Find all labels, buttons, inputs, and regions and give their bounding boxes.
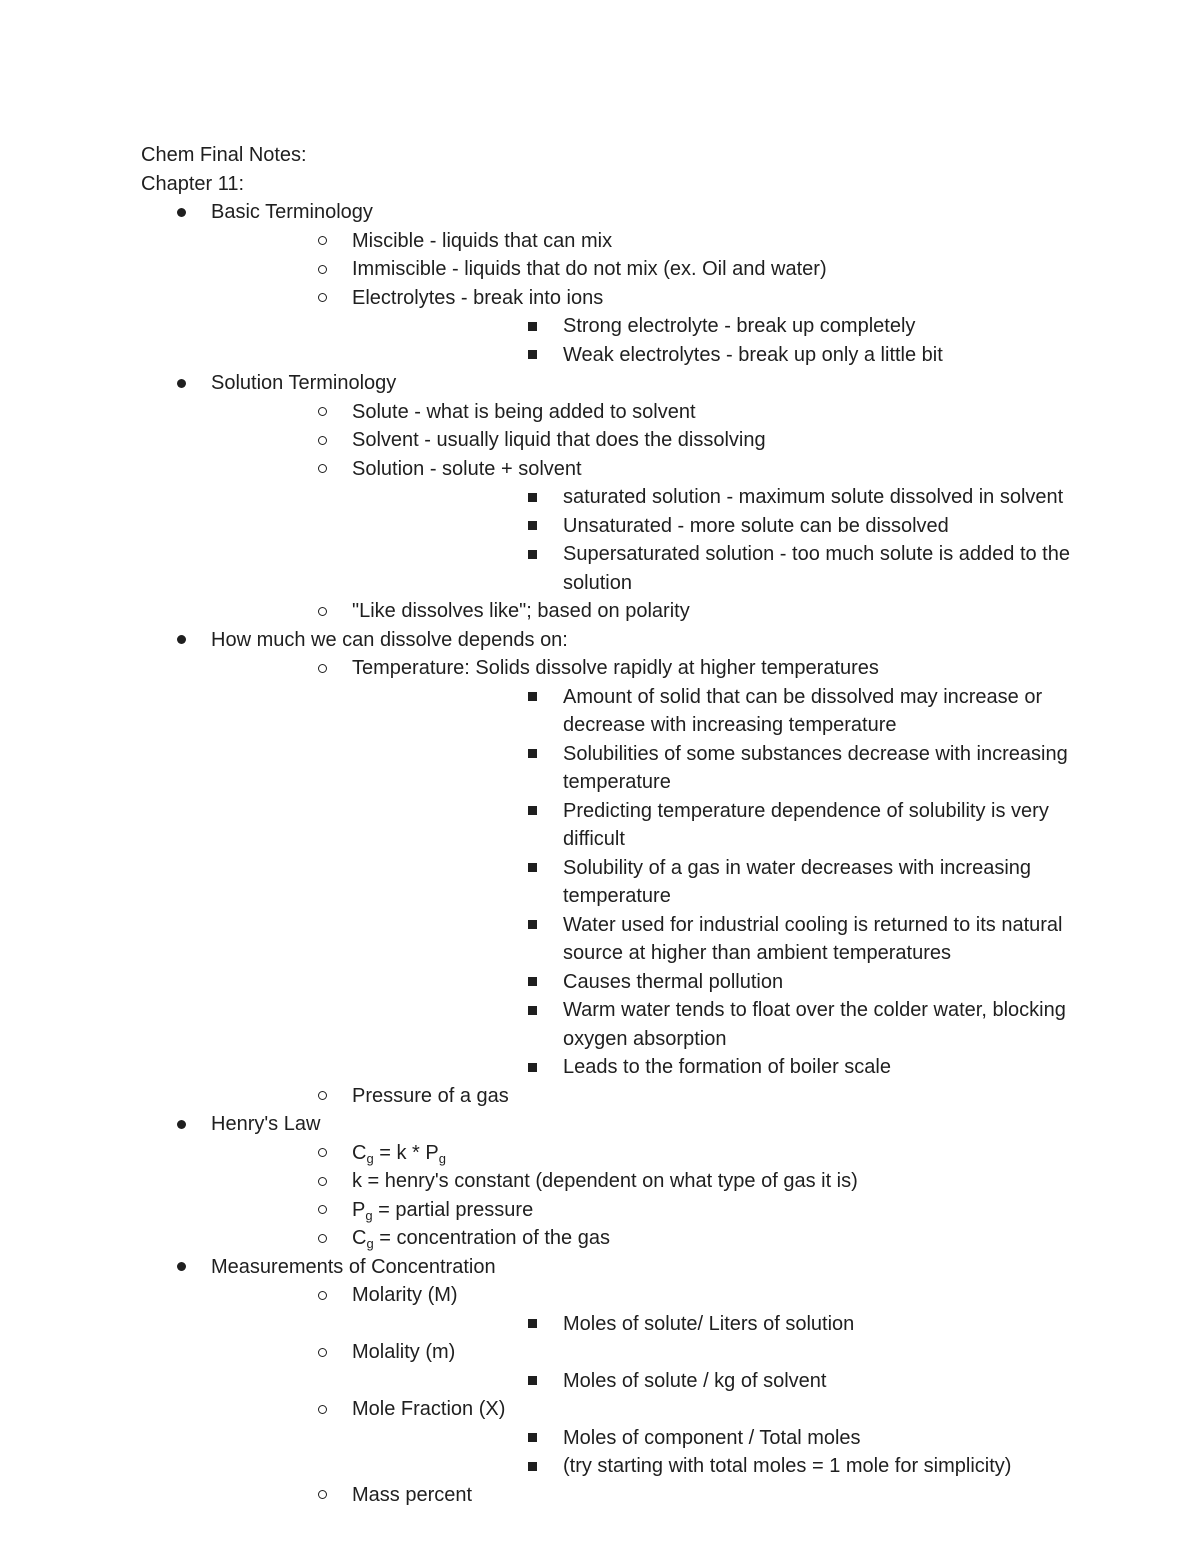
bullet-circle-icon	[318, 464, 327, 473]
sublist	[211, 1281, 1101, 1509]
list-item	[211, 1082, 1101, 1111]
item-text: Mole Fraction (X)	[352, 1398, 506, 1420]
list-item	[141, 1253, 1101, 1282]
item-text: "Like dissolves like"; based on polarity	[352, 600, 690, 622]
item-text: Causes thermal pollution	[563, 970, 784, 993]
item-text: Solvent - usually liquid that does the dissolving	[352, 429, 766, 451]
list-item	[352, 1452, 1101, 1481]
sublist	[352, 1424, 1101, 1481]
bullet-square-icon	[528, 806, 537, 815]
item-text: Pressure of a gas	[352, 1084, 509, 1107]
chapter-heading: Chapter 11:	[141, 172, 245, 195]
list-item	[352, 1424, 1101, 1453]
item-text: Leads to the formation of boiler scale	[563, 1056, 891, 1078]
item-text: Strong electrolyte - break up completely	[563, 315, 916, 337]
bullet-square-icon	[528, 977, 537, 986]
list-item	[211, 426, 1101, 455]
list-item	[211, 455, 1101, 484]
item-text: Miscible - liquids that can mix	[352, 229, 613, 252]
item-text: Weak electrolytes - break up only a little bit	[563, 343, 943, 366]
sublist	[211, 1139, 1101, 1253]
item-text: $C_g$ = concentration of the gas	[352, 1227, 610, 1251]
bullet-square-icon	[528, 749, 537, 758]
list-item	[352, 312, 1101, 341]
list-item	[141, 369, 1101, 398]
sublist	[352, 312, 1101, 369]
bullet-circle-icon	[318, 1177, 327, 1186]
list-item	[211, 1281, 1101, 1310]
bullet-disc-icon	[177, 208, 186, 217]
henry-equation: $C_g = k * P_g$	[352, 1141, 446, 1166]
item-text: saturated solution - maximum solute dissolved in solvent	[563, 486, 1064, 508]
list-item	[211, 654, 1101, 683]
list-item	[352, 683, 1101, 740]
list-item	[352, 1053, 1101, 1082]
bullet-square-icon	[528, 493, 537, 502]
bullet-square-icon	[528, 920, 537, 929]
item-text: Predicting temperature dependence of solubility is very difficult	[563, 799, 1049, 850]
section-henrys-law: Henry's Law	[211, 1113, 321, 1135]
list-item	[352, 1310, 1101, 1339]
bullet-square-icon	[528, 550, 537, 559]
document-title: Chem Final Notes:	[141, 144, 307, 166]
item-text: Warm water tends to float over the colder water, blocking oxygen absorption	[563, 999, 1066, 1050]
section-measurements: Measurements of Concentration	[211, 1255, 496, 1278]
list-item	[141, 1110, 1101, 1139]
list-item	[211, 1395, 1101, 1424]
item-text: Solubility of a gas in water decreases with increasing temperature	[563, 856, 1032, 907]
bullet-circle-icon	[318, 664, 327, 673]
sublist	[352, 1310, 1101, 1339]
section-basic-terminology: Basic Terminology	[211, 201, 373, 223]
list-item	[352, 797, 1101, 854]
item-text: Molarity (M)	[352, 1284, 458, 1306]
bullet-square-icon	[528, 863, 537, 872]
list-item	[352, 512, 1101, 541]
item-text: Moles of solute / kg of solvent	[563, 1369, 827, 1392]
list-item	[211, 255, 1101, 284]
bullet-square-icon	[528, 1376, 537, 1385]
item-text: Molality (m)	[352, 1341, 456, 1363]
bullet-disc-icon	[177, 635, 186, 644]
bullet-circle-icon	[318, 1490, 327, 1499]
item-text: Temperature: Solids dissolve rapidly at higher temperatures	[352, 657, 879, 679]
section-solution-terminology: Solution Terminology	[211, 372, 397, 394]
item-text: Mass percent	[352, 1483, 473, 1506]
list-item	[352, 996, 1101, 1053]
section-dissolve: How much we can dissolve depends on:	[211, 628, 568, 651]
bullet-circle-icon	[318, 236, 327, 245]
bullet-circle-icon	[318, 607, 327, 616]
bullet-square-icon	[528, 521, 537, 530]
item-text: Solute - what is being added to solvent	[352, 400, 696, 423]
list-item	[211, 284, 1101, 313]
bullet-square-icon	[528, 1462, 537, 1471]
sublist	[352, 483, 1101, 597]
list-item	[211, 1481, 1101, 1510]
item-text: Electrolytes - break into ions	[352, 286, 604, 309]
bullet-circle-icon	[318, 1234, 327, 1243]
item-text: Moles of solute/ Liters of solution	[563, 1312, 855, 1335]
list-item	[211, 398, 1101, 427]
notes-list	[141, 198, 1101, 1509]
bullet-circle-icon	[318, 1148, 327, 1157]
sublist	[211, 398, 1101, 626]
list-item	[211, 1139, 1101, 1168]
bullet-circle-icon	[318, 293, 327, 302]
list-item	[141, 626, 1101, 655]
bullet-square-icon	[528, 1319, 537, 1328]
bullet-disc-icon	[177, 379, 186, 388]
bullet-square-icon	[528, 1063, 537, 1072]
list-item	[211, 1338, 1101, 1367]
list-item	[141, 198, 1101, 227]
item-text: Supersaturated solution - too much solute is added to the solution	[563, 543, 1070, 594]
bullet-circle-icon	[318, 265, 327, 274]
bullet-square-icon	[528, 1006, 537, 1015]
bullet-circle-icon	[318, 407, 327, 416]
list-item	[352, 911, 1101, 968]
list-item	[352, 540, 1101, 597]
list-item	[211, 1167, 1101, 1196]
item-text: Solubilities of some substances decrease with increasing temperature	[563, 742, 1068, 793]
item-text: $P_g$ = partial pressure	[352, 1198, 534, 1223]
item-text: Moles of component / Total moles	[563, 1426, 861, 1449]
document-page	[141, 141, 1101, 1509]
list-item	[211, 597, 1101, 626]
item-text: (try starting with total moles = 1 mole for simplicity)	[563, 1455, 1012, 1477]
bullet-circle-icon	[318, 1091, 327, 1100]
list-item	[211, 227, 1101, 256]
bullet-disc-icon	[177, 1120, 186, 1129]
bullet-circle-icon	[318, 436, 327, 445]
list-item	[352, 1367, 1101, 1396]
bullet-circle-icon	[318, 1405, 327, 1414]
list-item	[211, 1224, 1101, 1253]
item-text: Amount of solid that can be dissolved may increase or decrease with increasing temperature	[563, 685, 1043, 736]
bullet-circle-icon	[318, 1291, 327, 1300]
sublist	[211, 227, 1101, 370]
list-item	[352, 854, 1101, 911]
sublist	[352, 1367, 1101, 1396]
bullet-circle-icon	[318, 1348, 327, 1357]
list-item	[211, 1196, 1101, 1225]
bullet-disc-icon	[177, 1262, 186, 1271]
list-item	[352, 740, 1101, 797]
bullet-square-icon	[528, 322, 537, 331]
item-text: Immiscible - liquids that do not mix (ex. Oil and water)	[352, 258, 827, 280]
list-item	[352, 968, 1101, 997]
sublist	[352, 683, 1101, 1082]
bullet-square-icon	[528, 350, 537, 359]
item-text: Water used for industrial cooling is returned to its natural source at higher than ambient temperatures	[563, 913, 1063, 964]
item-text: Solution - solute + solvent	[352, 457, 582, 480]
bullet-circle-icon	[318, 1205, 327, 1214]
item-text: Unsaturated - more solute can be dissolved	[563, 514, 949, 537]
list-item	[352, 483, 1101, 512]
bullet-square-icon	[528, 692, 537, 701]
bullet-square-icon	[528, 1433, 537, 1442]
item-text: k = henry's constant (dependent on what type of gas it is)	[352, 1170, 858, 1192]
list-item	[352, 341, 1101, 370]
sublist	[211, 654, 1101, 1110]
